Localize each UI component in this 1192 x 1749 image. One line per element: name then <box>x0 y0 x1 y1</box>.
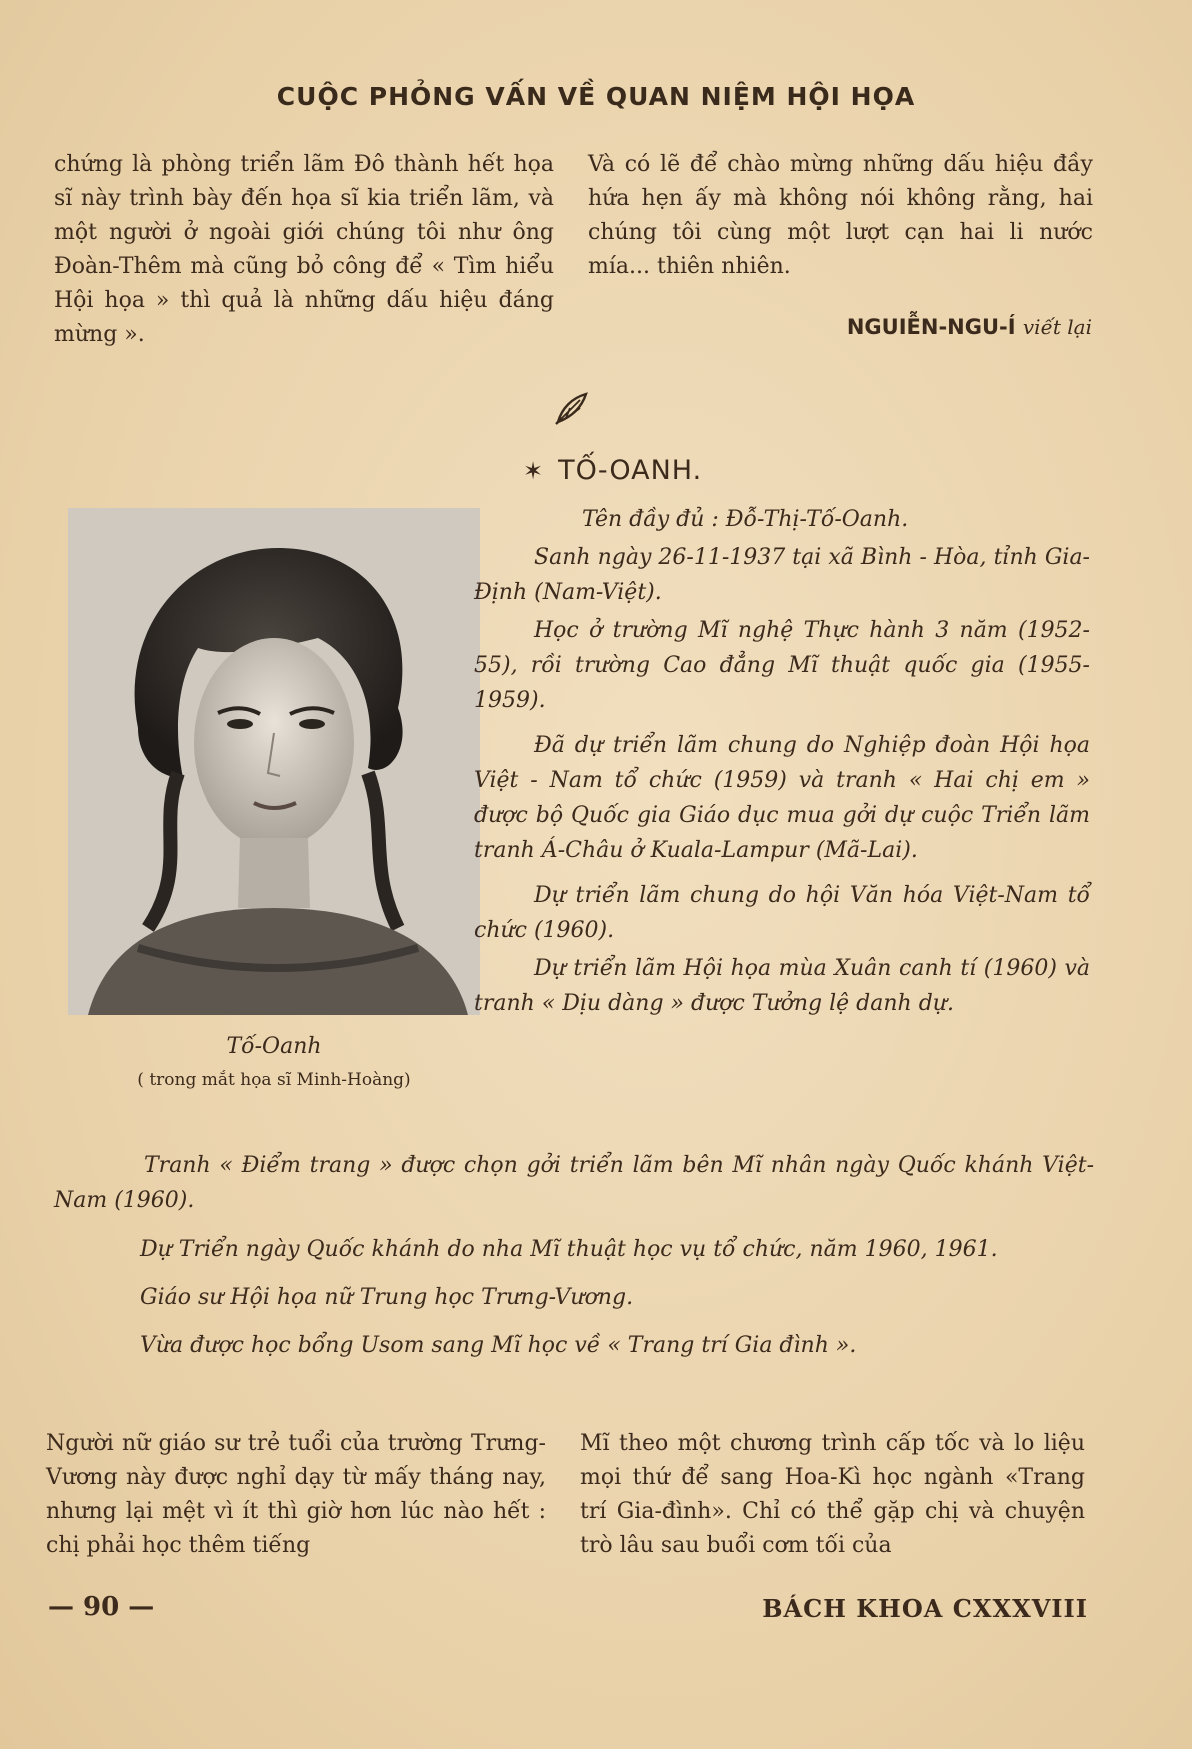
author-signature <box>847 315 1092 339</box>
page-header: CUỘC PHỎNG VẤN VỀ QUAN NIỆM HỘI HỌA <box>276 82 916 111</box>
outro-right-paragraph: Mĩ theo một chương trình cấp tốc và lo liệu mọi thứ để sang Hoa-Kì học ngành «Trang trí Gia-đình». Chỉ có thể gặp chị và chuyện trò lâu sau buổi cơm tối của <box>580 1431 1085 1558</box>
outro-left-paragraph: Người nữ giáo sư trẻ tuổi của trường Trưng-Vương này được nghỉ dạy từ mấy tháng nay, nhưng lại mệt vì ít thì giờ hơn lúc nào hết : chị phải học thêm tiếng <box>46 1431 546 1558</box>
portrait-caption <box>68 1030 480 1096</box>
portrait-drawing <box>68 508 480 1015</box>
artist-heading <box>523 455 702 486</box>
portrait-caption-credit: ( trong mắt họa sĩ Minh-Hoàng) <box>137 1070 411 1090</box>
bio-full-line: Tranh « Điểm trang » được chọn gởi triển lãm bên Mĩ nhân ngày Quốc khánh Việt-Nam (1960). <box>54 1153 1094 1213</box>
artist-name: TỐ-OANH. <box>558 455 703 486</box>
artist-bio <box>474 502 1090 1024</box>
bio-line: Sanh ngày 26-11-1937 tại xã Bình - Hòa, tỉnh Gia-Định (Nam-Việt). <box>474 545 1090 605</box>
bio-line: Đã dự triển lãm chung do Nghiệp đoàn Hội họa Việt - Nam tổ chức (1959) và tranh « Hai chị em » được bộ Quốc gia Giáo dục mua gởi dự cuộc Triển lãm tranh Á-Châu ở Kuala-Lampur (Mã-Lai). <box>474 733 1090 863</box>
portrait-caption-title: Tố-Oanh <box>226 1034 322 1059</box>
publication-name: BÁCH KHOA CXXXVIII <box>762 1594 1088 1623</box>
signature-name: NGUIỄN-NGU-Í <box>846 315 1016 339</box>
intro-left-column <box>54 148 554 352</box>
bio-full-line: Giáo sư Hội họa nữ Trung học Trưng-Vương. <box>140 1285 634 1310</box>
bio-line: Dự triển lãm Hội họa mùa Xuân canh tí (1960) và tranh « Dịu dàng » được Tưởng lệ danh dự. <box>474 956 1090 1016</box>
intro-right-paragraph: Và có lẽ để chào mừng những dấu hiệu đầy hứa hẹn ấy mà không nói không rằng, hai chúng tôi cùng một lượt cạn hai li nước mía... thiên nhiên. <box>588 152 1093 279</box>
bio-line: Dự triển lãm chung do hội Văn hóa Việt-Nam tổ chức (1960). <box>474 883 1090 943</box>
outro-right-column <box>580 1427 1085 1563</box>
bio-full-line: Dự Triển ngày Quốc khánh do nha Mĩ thuật học vụ tổ chức, năm 1960, 1961. <box>140 1237 998 1262</box>
bio-line: Tên đầy đủ : Đỗ-Thị-Tố-Oanh. <box>582 507 909 532</box>
bio-line: Học ở trường Mĩ nghệ Thực hành 3 năm (1952-55), rồi trường Cao đẳng Mĩ thuật quốc gia (1955-1959). <box>474 618 1090 713</box>
signature-note: viết lại <box>1022 315 1092 339</box>
intro-left-paragraph: chứng là phòng triển lãm Đô thành hết họa sĩ này trình bày đến họa sĩ kia triển lãm, và một người ở ngoài giới chúng tôi như ông Đoàn-Thêm mà cũng bỏ công để « Tìm hiểu Hội họa » thì quả là những dấu hiệu đáng mừng ». <box>54 152 554 347</box>
leaf-ornament-icon <box>552 388 592 428</box>
intro-right-column <box>588 148 1093 284</box>
page-number: — 90 — <box>48 1592 155 1622</box>
portrait-image <box>68 508 480 1015</box>
bio-full-line: Vừa được học bổng Usom sang Mĩ học về « Trang trí Gia đình ». <box>140 1333 857 1358</box>
star-icon: ✶ <box>523 457 545 485</box>
outro-left-column <box>46 1427 546 1563</box>
